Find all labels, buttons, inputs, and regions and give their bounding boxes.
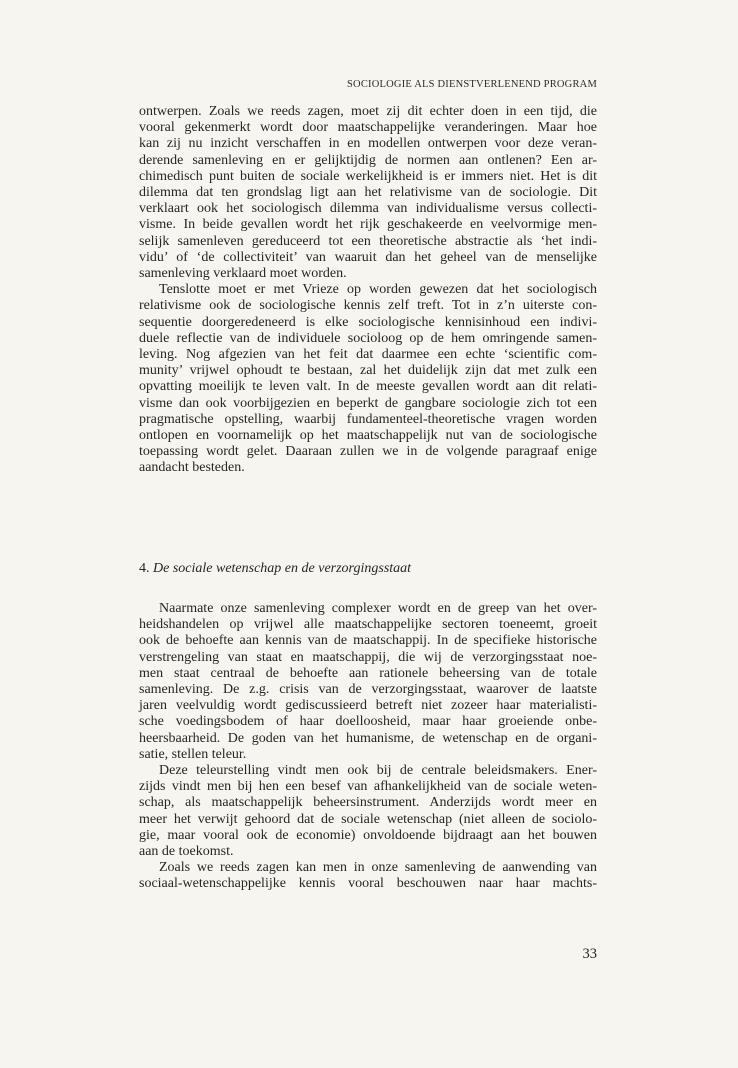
section-2-text: [139, 601, 597, 893]
text-line: aandacht besteden.: [139, 460, 245, 476]
text-line: verklaart ook het sociologisch dilemma van individualisme versus collecti-: [139, 201, 597, 217]
running-head: SOCIOLOGIE ALS DIENSTVERLENEND PROGRAM: [347, 79, 597, 90]
text-line: samenleving verklaard moet worden.: [139, 266, 347, 282]
section-title: De sociale wetenschap en de verzorgingsstaat: [153, 561, 412, 576]
text-line: heersbaarheid. De goden van het humanisme, de wetenschap en de organi-: [139, 730, 597, 746]
text-line: heidshandelen op vrijwel alle maatschappelijke sectoren toeneemt, groeit: [139, 617, 597, 633]
text-line: derende samenleving en er gelijktijdig de normen aan ontlenen? Een ar-: [139, 152, 597, 168]
text-line: munity’ vrijwel ophoudt te bestaan, zal het duidelijk zijn dat met zulk een: [139, 363, 597, 379]
text-line: aan de toekomst.: [139, 844, 234, 860]
text-line: ontwerpen. Zoals we reeds zagen, moet zij dit echter doen in een tijd, die: [139, 104, 597, 119]
paragraph-5: [139, 860, 597, 892]
text-line: selijk samenleven gereduceerd tot een theoretische abstractie als ‘het indi-: [139, 233, 597, 249]
text-line: sche voedingsbodem of haar doelloosheid, maar haar groeiende onbe-: [139, 714, 597, 730]
paragraph-1: [139, 104, 597, 282]
text-line: dilemma dat ten grondslag ligt aan het relativisme van de sociologie. Dit: [139, 185, 597, 201]
section-number: 4.: [139, 561, 150, 576]
text-line: zijds vindt men bij hen een besef van afhankelijkheid van de sociale weten-: [139, 779, 597, 795]
text-line: ook de behoefte aan kennis van de maatschappij. In de specifieke historische: [139, 633, 597, 649]
text-line: sociaal-wetenschappelijke kennis vooral beschouwen naar haar machts-: [139, 876, 597, 892]
text-line: duele reflectie van de individuele socioloog op de hem omringende samen-: [139, 330, 597, 346]
text-line: toepassing wordt gelet. Daaraan zullen we in de volgende paragraaf enige: [139, 444, 597, 460]
text-line: schap, als maatschappelijk beheersinstrument. Anderzijds wordt meer en: [139, 795, 597, 811]
text-line: opvatting moeilijk te leven valt. In de meeste gevallen wordt aan dit relati-: [139, 379, 597, 395]
text-line: men staat centraal de behoefte aan rationele beheersing van de totale: [139, 665, 597, 681]
text-line: gie, maar vooral ook de economie) onvoldoende bijdraagt aan het bouwen: [139, 827, 597, 843]
section-1-text: [139, 104, 597, 477]
text-line: chimedisch punt buiten de sociale werkelijkheid is er immers niet. Het is dit: [139, 168, 597, 184]
text-line: satie, stellen teleur.: [139, 746, 247, 762]
section-heading: [139, 561, 411, 577]
text-line: vidu’ of ‘de collectiviteit’ van waaruit dan het geheel van de menselijke: [139, 249, 597, 265]
text-line: ontlopen en voornamelijk op het maatschappelijk nut van de sociologische: [139, 428, 597, 444]
page-number: 33: [582, 946, 597, 962]
text-line: samenleving. De z.g. crisis van de verzorgingsstaat, waarover de laatste: [139, 682, 597, 698]
text-line: relativisme ook de sociologische kennis zelf treft. Tot in z’n uiterste con-: [139, 298, 597, 314]
text-line: vooral gekenmerkt wordt door maatschappelijke veranderingen. Maar hoe: [139, 120, 597, 136]
text-line: pragmatische opstelling, waarbij fundamenteel-theoretische vragen worden: [139, 411, 597, 427]
paragraph-2: [139, 282, 597, 476]
paragraph-3: [139, 601, 597, 763]
text-line: leving. Nog afgezien van het feit dat daarmee een echte ‘scientific com-: [139, 347, 597, 363]
text-line: Deze teleurstelling vindt men ook bij de centrale beleidsmakers. Ener-: [159, 763, 597, 779]
text-line: jaren veelvuldig wordt gediscussieerd betreft niet zozeer haar materialisti-: [139, 698, 597, 714]
text-line: visme dan ook voorbijgezien en beperkt de gangbare sociologie zich tot een: [139, 395, 597, 411]
text-line: Zoals we reeds zagen kan men in onze samenleving de aanwending van: [159, 860, 597, 876]
text-line: Naarmate onze samenleving complexer wordt en de greep van het over-: [159, 601, 597, 616]
text-line: visme. In beide gevallen wordt het rijk geschakeerde en veelvormige men-: [139, 217, 597, 233]
text-line: kan zij nu inzicht verschaffen in en modellen ontwerpen voor deze veran-: [139, 136, 597, 152]
text-line: Tenslotte moet er met Vrieze op worden gewezen dat het sociologisch: [159, 282, 597, 298]
text-line: meer het verwijt gehoord dat de sociale wetenschap (niet alleen de sociolo-: [139, 811, 597, 827]
paragraph-4: [139, 763, 597, 860]
text-line: sequentie doorgeredeneerd is elke sociologische kennisinhoud een indivi-: [139, 314, 597, 330]
text-line: verstrengeling van staat en maatschappij, die wij de verzorgingsstaat noe-: [139, 649, 597, 665]
